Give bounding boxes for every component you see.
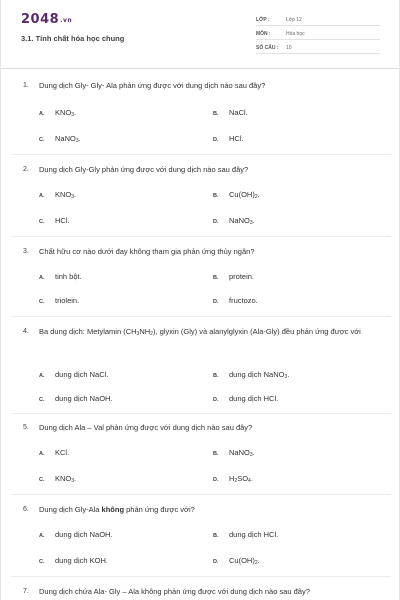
meta-label: SỐ CÂU :	[256, 45, 279, 51]
question-divider	[11, 576, 391, 577]
question-text: Dung dịch Ala – Val phản ứng được với dung dịch nào sau đây?	[39, 423, 253, 432]
option-d[interactable]: D. $Cu(OH)_2$.	[213, 556, 260, 566]
meta-grade	[256, 14, 380, 26]
option-b[interactable]: B. dung dịch NaNO$_3$.	[213, 370, 290, 380]
option-d[interactable]: D. dung dịch HCl.	[213, 394, 279, 403]
option-d[interactable]: D. fructozo.	[213, 296, 258, 305]
question-number: 7.	[23, 588, 29, 595]
meta-value: Hóa học	[286, 31, 305, 37]
option-b[interactable]: B. $Cu(OH)_2$.	[213, 190, 260, 200]
option-a[interactable]: A. dung dịch NaCl.	[39, 370, 109, 379]
header-divider	[1, 68, 400, 69]
meta-value: Lớp 12	[286, 17, 302, 23]
question-number: 2.	[23, 166, 29, 173]
question-text: Dung dịch Gly-Ala không phản ứng được với?	[39, 505, 195, 514]
question-divider	[11, 154, 391, 155]
option-c[interactable]: C. dung dịch NaOH.	[39, 394, 113, 403]
question-number: 3.	[23, 248, 29, 255]
meta-value: 10	[286, 45, 292, 51]
option-b[interactable]: B. NaCl.	[213, 108, 248, 117]
option-a[interactable]: A. KCl.	[39, 448, 70, 457]
option-a[interactable]: A. $KNO_3$.	[39, 190, 77, 200]
meta-question-count	[256, 42, 380, 54]
option-d[interactable]: D. HCl.	[213, 134, 244, 143]
option-c[interactable]: C. dung dịch KOH.	[39, 556, 108, 565]
question-divider	[11, 236, 391, 237]
question-divider	[11, 494, 391, 495]
question-divider	[11, 413, 391, 414]
option-c[interactable]: C. $KNO_3$.	[39, 474, 77, 484]
question-text: Dung dịch Gly- Gly- Ala phản ứng được với dung dịch nào sau đây?	[39, 81, 266, 90]
question-text: Ba dung dịch: Metylamin $(CH_3NH_2)$, glyxin (Gly) và alanylglyxin (Ala-Gly) đều phản ứng được với	[39, 327, 361, 337]
question-number: 4.	[23, 328, 29, 335]
question-number: 5.	[23, 424, 29, 431]
option-b[interactable]: B. dung dịch HCl.	[213, 530, 279, 539]
meta-label: MÔN :	[256, 31, 271, 37]
meta-subject	[256, 28, 380, 40]
option-c[interactable]: C. HCl.	[39, 216, 70, 225]
question-number: 6.	[23, 506, 29, 513]
question-text: Dung dịch Gly-Gly phản ứng được với dung dịch nào sau đây?	[39, 165, 249, 174]
question-text: Dung dịch chứa Ala- Gly – Ala không phản ứng được với dung dịch nào sau đây?	[39, 587, 310, 596]
question-text: Chất hữu cơ nào dưới đay không tham gia phản ứng thủy ngân?	[39, 247, 255, 256]
option-a[interactable]: A. dung dịch NaOH.	[39, 530, 113, 539]
question-divider	[11, 316, 391, 317]
option-c[interactable]: C. triolein.	[39, 296, 80, 305]
site-logo[interactable]: 2048.vn	[21, 12, 73, 27]
option-a[interactable]: A. tinh bột.	[39, 272, 82, 281]
question-number: 1.	[23, 82, 29, 89]
option-d[interactable]: D. NaNO$_3$.	[213, 216, 255, 226]
meta-label: LỚP :	[256, 17, 270, 23]
option-a[interactable]: A. $KNO_3$.	[39, 108, 77, 118]
option-d[interactable]: D. $H_2SO_4$.	[213, 474, 253, 484]
worksheet-header	[1, 0, 400, 68]
worksheet-title: 3.1. Tính chất hóa học chung	[21, 34, 125, 43]
option-b[interactable]: B. NaNO$_3$.	[213, 448, 255, 458]
option-b[interactable]: B. protein.	[213, 272, 255, 281]
option-c[interactable]: C. NaNO$_3$.	[39, 134, 81, 144]
